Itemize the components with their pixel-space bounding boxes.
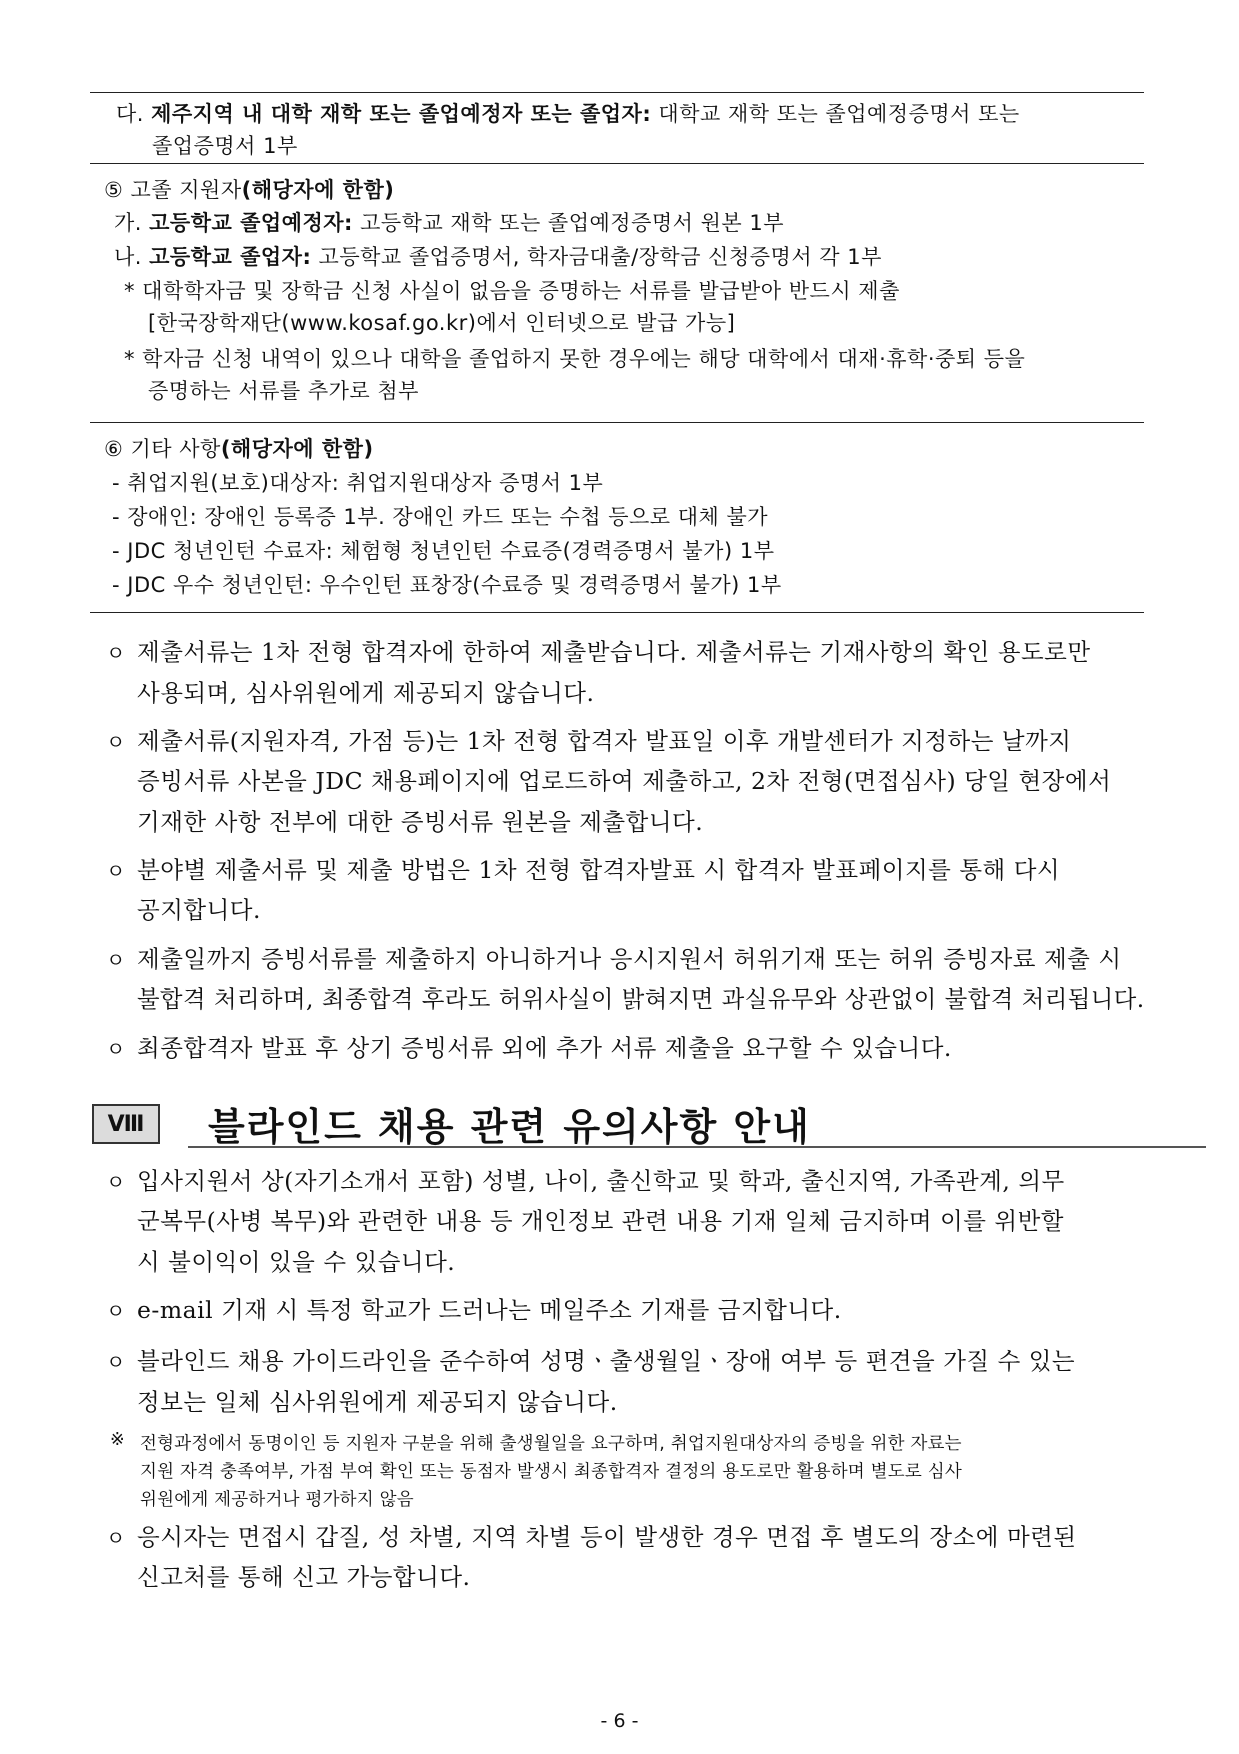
- bullet-icon: ㅇ: [106, 1037, 126, 1061]
- bullet-icon: ㅇ: [106, 1170, 126, 1194]
- paragraph-line: 제출서류는 1차 전형 합격자에 한하여 제출받습니다. 제출서류는 기재사항의 확인 용도로만: [137, 638, 1091, 666]
- paragraph-line: 증빙서류 사본을 JDC 채용페이지에 업로드하여 제출하고, 2차 전형(면접심사) 당일 현장에서: [137, 767, 1112, 795]
- page-number: - 6 -: [600, 1710, 639, 1732]
- section-underline: [188, 1146, 1206, 1148]
- bullet-icon: ㅇ: [106, 948, 126, 972]
- paragraph-line: e-mail 기재 시 특정 학교가 드러나는 메일주소 기재를 금지합니다.: [137, 1296, 842, 1324]
- divider: [90, 163, 1144, 164]
- paragraph-line: 블라인드 채용 가이드라인을 준수하여 성명ㆍ출생월일ㆍ장애 여부 등 편견을 가질 수 있는: [137, 1347, 1076, 1375]
- box5-title: ⑤ 고졸 지원자(해당자에 한함): [104, 178, 395, 202]
- paragraph-line: 공지합니다.: [137, 896, 261, 924]
- paragraph-line: 입사지원서 상(자기소개서 포함) 성별, 나이, 출신학교 및 학과, 출신지역, 가족관계, 의무: [137, 1167, 1065, 1195]
- box5-item-b: 나. 고등학교 졸업자: 고등학교 졸업증명서, 학자금대출/장학금 신청증명서 각 1부: [114, 245, 882, 269]
- bullet-icon: ㅇ: [106, 1299, 126, 1323]
- note-line: 전형과정에서 동명이인 등 지원자 구분을 위해 출생월일을 요구하며, 취업지원대상자의 증빙을 위한 자료는: [140, 1434, 962, 1454]
- paragraph-line: 불합격 처리하며, 최종합격 후라도 허위사실이 밝혀지면 과실유무와 상관없이 불합격 처리됩니다.: [137, 985, 1145, 1013]
- box5-note-1-cont: [한국장학재단(www.kosaf.go.kr)에서 인터넷으로 발급 가능]: [148, 311, 736, 335]
- divider: [90, 612, 1144, 613]
- paragraph-line: 응시자는 면접시 갑질, 성 차별, 지역 차별 등이 발생한 경우 면접 후 별도의 장소에 마련된: [137, 1523, 1077, 1551]
- note-line: 위원에게 제공하거나 평가하지 않음: [140, 1490, 414, 1510]
- box5-note-2: * 학자금 신청 내역이 있으나 대학을 졸업하지 못한 경우에는 해당 대학에서 대재·휴학·중퇴 등을: [124, 347, 1026, 371]
- divider: [90, 92, 1144, 93]
- paragraph-line: 사용되며, 심사위원에게 제공되지 않습니다.: [137, 679, 595, 707]
- paragraph-line: 시 불이익이 있을 수 있습니다.: [137, 1248, 456, 1276]
- box6-item: - 장애인: 장애인 등록증 1부. 장애인 카드 또는 수첩 등으로 대체 불가: [112, 505, 769, 529]
- note-line: 지원 자격 충족여부, 가점 부여 확인 또는 동점자 발생시 최종합격자 결정의 용도로만 활용하며 별도로 심사: [140, 1462, 962, 1482]
- section-title: 블라인드 채용 관련 유의사항 안내: [208, 1105, 811, 1149]
- box-c-line-1: 다. 제주지역 내 대학 재학 또는 졸업예정자 또는 졸업자: 대학교 재학 또는 졸업예정증명서 또는: [116, 102, 1020, 126]
- bullet-icon: ㅇ: [106, 730, 126, 754]
- bullet-icon: ㅇ: [106, 641, 126, 665]
- box5-item-a: 가. 고등학교 졸업예정자: 고등학교 재학 또는 졸업예정증명서 원본 1부: [114, 211, 784, 235]
- box6-title: ⑥ 기타 사항(해당자에 한함): [104, 437, 374, 461]
- paragraph-line: 신고처를 통해 신고 가능합니다.: [137, 1563, 471, 1591]
- box6-item: - 취업지원(보호)대상자: 취업지원대상자 증명서 1부: [112, 471, 604, 495]
- box6-item: - JDC 청년인턴 수료자: 체험형 청년인턴 수료증(경력증명서 불가) 1부: [112, 539, 775, 563]
- paragraph-line: 군복무(사병 복무)와 관련한 내용 등 개인정보 관련 내용 기재 일체 금지하며 이를 위반할: [137, 1207, 1065, 1235]
- note-icon: ※: [110, 1430, 125, 1450]
- paragraph-line: 최종합격자 발표 후 상기 증빙서류 외에 추가 서류 제출을 요구할 수 있습니다.: [137, 1034, 952, 1062]
- box-c-line-2: 졸업증명서 1부: [152, 134, 298, 158]
- bullet-icon: ㅇ: [106, 859, 126, 883]
- divider: [90, 422, 1144, 423]
- paragraph-line: 정보는 일체 심사위원에게 제공되지 않습니다.: [137, 1388, 618, 1416]
- paragraph-line: 분야별 제출서류 및 제출 방법은 1차 전형 합격자발표 시 합격자 발표페이지를 통해 다시: [137, 856, 1061, 884]
- box6-item: - JDC 우수 청년인턴: 우수인턴 표창장(수료증 및 경력증명서 불가) 1부: [112, 573, 782, 597]
- box5-note-2-cont: 증명하는 서류를 추가로 첨부: [148, 379, 419, 403]
- paragraph-line: 제출일까지 증빙서류를 제출하지 아니하거나 응시지원서 허위기재 또는 허위 증빙자료 제출 시: [137, 945, 1122, 973]
- paragraph-line: 기재한 사항 전부에 대한 증빙서류 원본을 제출합니다.: [137, 808, 704, 836]
- bullet-icon: ㅇ: [106, 1350, 126, 1374]
- box5-note-1: * 대학학자금 및 장학금 신청 사실이 없음을 증명하는 서류를 발급받아 반드시 제출: [124, 279, 900, 303]
- section-number-badge: Ⅷ: [92, 1104, 160, 1144]
- bullet-icon: ㅇ: [106, 1526, 126, 1550]
- paragraph-line: 제출서류(지원자격, 가점 등)는 1차 전형 합격자 발표일 이후 개발센터가 지정하는 날까지: [137, 727, 1072, 755]
